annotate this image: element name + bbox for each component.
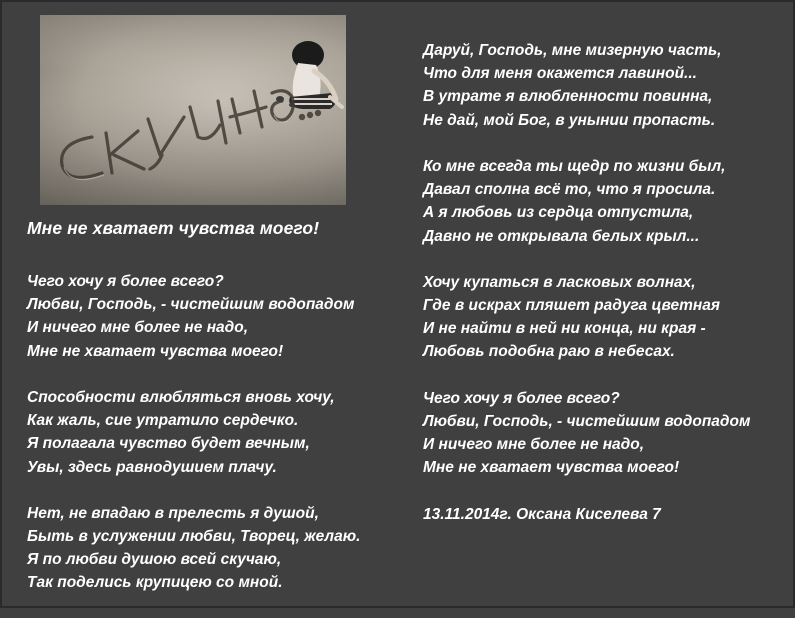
date-and-author-signature: 13.11.2014г. Оксана Киселева 7 bbox=[423, 505, 661, 523]
poem-line: И не найти в ней ни конца, ни края - bbox=[423, 320, 706, 338]
poem-line: Так поделись крупицею со мной. bbox=[27, 574, 283, 592]
right-poem-column bbox=[423, 39, 750, 526]
poem-line: Давно не открывала белых крыл... bbox=[423, 227, 700, 245]
poem-line: И ничего мне более не надо, bbox=[423, 436, 645, 454]
poem-line: Мне не хватает чувства моего! bbox=[27, 342, 284, 360]
poem-line: Способности влюбляться вновь хочу, bbox=[27, 388, 335, 406]
sand-scene-illustration bbox=[40, 15, 346, 205]
poem-line: Не дай, мой Бог, в унынии пропасть. bbox=[423, 111, 716, 129]
poem-line: Я полагала чувство будет вечным, bbox=[27, 435, 310, 453]
sand-writing-photo bbox=[40, 15, 346, 205]
poem-line: Даруй, Господь, мне мизерную часть, bbox=[423, 42, 722, 59]
stanza bbox=[27, 502, 360, 595]
poem-line: Где в искрах пляшет радуга цветная bbox=[423, 297, 720, 315]
poem-line: Быть в услужении любви, Творец, желаю. bbox=[27, 528, 361, 546]
stanza bbox=[27, 386, 360, 479]
poem-line: В утрате я влюбленности повинна, bbox=[423, 88, 713, 106]
poem-line: Я по любви душою всей скучаю, bbox=[27, 551, 282, 569]
poem-title: Мне не хватает чувства моего! bbox=[27, 218, 320, 238]
poem-line: Ко мне всегда ты щедр по жизни был, bbox=[423, 157, 726, 175]
stanza bbox=[423, 271, 750, 364]
stanza bbox=[27, 270, 360, 363]
poem-line: Увы, здесь равнодушием плачу. bbox=[27, 458, 277, 476]
poem-line: И ничего мне более не надо, bbox=[27, 319, 249, 337]
stanza bbox=[423, 155, 750, 248]
left-poem-column bbox=[27, 270, 360, 618]
poem-line: Любви, Господь, - чистейшим водопадом bbox=[423, 413, 751, 430]
stanza bbox=[423, 39, 750, 132]
stanza bbox=[423, 387, 750, 480]
poem-line: Что для меня окажется лавиной... bbox=[423, 65, 697, 83]
poem-line: Чего хочу я более всего? bbox=[27, 273, 224, 290]
poem-line: Нет, не впадаю в прелесть я душой, bbox=[27, 504, 319, 522]
poem-line: А я любовь из сердца отпустила, bbox=[423, 204, 694, 222]
poem-line: Давал сполна всё то, что я просила. bbox=[423, 181, 716, 199]
poem-line: Любовь подобна раю в небесах. bbox=[423, 343, 675, 361]
poem-line: Любви, Господь, - чистейшим водопадом bbox=[27, 296, 355, 314]
poem-line: Мне не хватает чувства моего! bbox=[423, 459, 680, 477]
poem-line: Чего хочу я более всего? bbox=[423, 389, 620, 407]
poem-line: Хочу купаться в ласковых волнах, bbox=[423, 273, 696, 291]
poem-line: Как жаль, сие утратило сердечко. bbox=[27, 412, 299, 430]
